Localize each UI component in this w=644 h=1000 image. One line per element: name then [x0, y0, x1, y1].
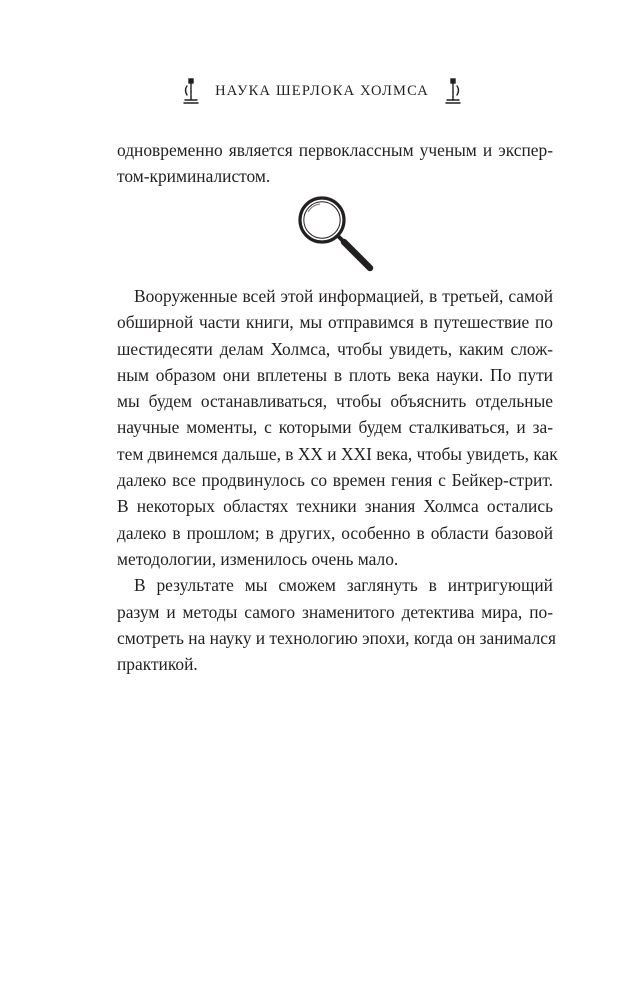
text-line: тем двинемся дальше, в XX и XXI века, чтобы увидеть, как	[117, 443, 558, 464]
text-line: одновременно является первоклассным ученым и экспер-	[117, 140, 553, 160]
text-line: методологии, изменилось очень мало.	[117, 548, 399, 569]
text-line: научные моменты, с которыми будем сталкиваться, и за-	[117, 417, 553, 438]
continuation-paragraph	[117, 137, 553, 190]
running-head-title: НАУКА ШЕРЛОКА ХОЛМСА	[215, 82, 429, 99]
paragraph	[117, 283, 558, 572]
text-line: В некоторых областях техники знания Холмса остались	[117, 496, 553, 517]
text-line: шестидесяти делам Холмса, чтобы увидеть, каким слож-	[117, 338, 553, 359]
microscope-icon	[443, 77, 463, 105]
text-line: В результате мы сможем заглянуть в интригующий	[134, 575, 553, 596]
text-line: мы будем останавливаться, чтобы объяснить отдельные	[117, 391, 553, 412]
text-line: разум и методы самого знаменитого детектива мира, по-	[117, 601, 553, 622]
text-line: практикой.	[117, 654, 198, 675]
text-line: том-криминалистом.	[117, 166, 271, 187]
text-line: ным образом они вплетены в плоть века науки. По пути	[117, 364, 553, 385]
microscope-icon	[181, 77, 201, 105]
text-line: далеко все продвинулось со времен гения с Бейкер-стрит.	[117, 470, 553, 491]
text-line: смотреть на науку и технологию эпохи, когда он занимался	[117, 627, 556, 648]
paragraph	[117, 572, 556, 677]
text-line: обширной части книги, мы отправимся в путешествие по	[117, 312, 553, 333]
text-line: далеко в прошлом; в других, особенно в области базовой	[117, 522, 553, 543]
main-text	[117, 283, 558, 677]
running-head	[0, 76, 644, 106]
text-line: Вооруженные всей этой информацией, в третьей, самой	[134, 286, 553, 306]
magnifying-glass-icon	[290, 194, 376, 274]
